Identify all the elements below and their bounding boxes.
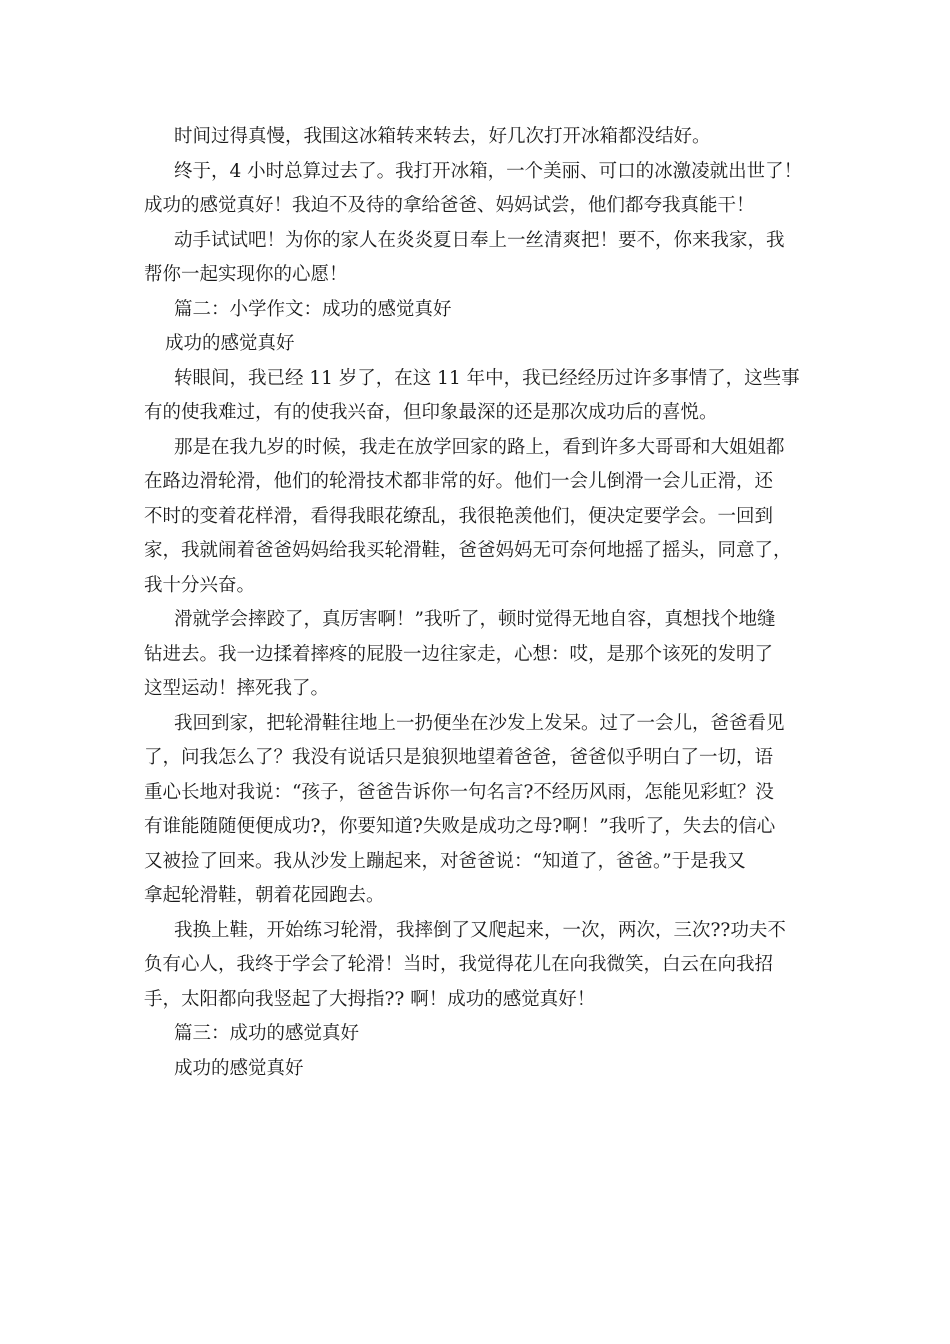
paragraph-line: 我回到家，把轮滑鞋往地上一扔便坐在沙发上发呆。过了一会儿，爸爸看见 — [174, 712, 785, 734]
article-title: 成功的感觉真好 — [165, 333, 295, 354]
paragraph-line: 家，我就闹着爸爸妈妈给我买轮滑鞋，爸爸妈妈无可奈何地摇了摇头，同意了， — [144, 540, 792, 561]
paragraph-line: 负有心人，我终于学会了轮滑！当时，我觉得花儿在向我微笑，白云在向我招 — [144, 954, 774, 975]
article-title: 成功的感觉真好 — [174, 1057, 304, 1079]
paragraph-line: 帮你一起实现你的心愿！ — [144, 264, 348, 285]
paragraph-line: 有谁能随随便便成功?，你要知道?失败是成功之母?啊！”我听了，失去的信心 — [144, 816, 776, 837]
paragraph-line: 重心长地对我说：“孩子，爸爸告诉你一句名言?不经历风雨，怎能见彩虹？没 — [144, 781, 774, 803]
paragraph-line: 动手试试吧！为你的家人在炎炎夏日奉上一丝清爽把！要不，你来我家，我 — [174, 229, 785, 251]
paragraph-line: 手，太阳都向我竖起了大拇指?? 啊！成功的感觉真好！ — [144, 988, 596, 1010]
document-body — [144, 120, 812, 1086]
paragraph-line: 在路边滑轮滑，他们的轮滑技术都非常的好。他们一会儿倒滑一会儿正滑，还 — [144, 471, 774, 492]
paragraph-line: 钻进去。我一边揉着摔疼的屁股一边往家走，心想：哎，是那个该死的发明了 — [144, 643, 774, 665]
paragraph-line: 我换上鞋，开始练习轮滑，我摔倒了又爬起来，一次，两次，三次??功夫不 — [174, 919, 786, 941]
paragraph-line: 滑就学会摔跤了，真厉害啊！”我听了，顿时觉得无地自容，真想找个地缝 — [174, 609, 776, 630]
paragraph-line: 转眼间，我已经 11 岁了，在这 11 年中，我已经经历过许多事情了，这些事 — [174, 367, 800, 389]
paragraph-line: 那是在我九岁的时候，我走在放学回家的路上，看到许多大哥哥和大姐姐都 — [174, 436, 785, 458]
paragraph-line: 有的使我难过，有的使我兴奋，但印象最深的还是那次成功后的喜悦。 — [144, 402, 718, 423]
paragraph-line: 拿起轮滑鞋，朝着花园跑去。 — [144, 885, 385, 906]
paragraph-line: 这型运动！摔死我了。 — [144, 678, 330, 699]
paragraph-line: 又被捡了回来。我从沙发上蹦起来，对爸爸说：“知道了，爸爸。”于是我又 — [144, 850, 746, 872]
paragraph-line: 时间过得真慢，我围这冰箱转来转去，好几次打开冰箱都没结好。 — [174, 126, 711, 147]
section-heading: 篇二：小学作文：成功的感觉真好 — [174, 298, 452, 320]
paragraph-line: 不时的变着花样滑，看得我眼花缭乱，我很艳羡他们，便决定要学会。一回到 — [144, 505, 774, 527]
paragraph-line: 了，问我怎么了？我没有说话只是狼狈地望着爸爸，爸爸似乎明白了一切，语 — [144, 747, 774, 768]
paragraph-line: 成功的感觉真好！我迫不及待的拿给爸爸、妈妈试尝，他们都夸我真能干！ — [144, 195, 755, 216]
paragraph-line: 终于，4 小时总算过去了。我打开冰箱，一个美丽、可口的冰激凌就出世了！ — [174, 160, 803, 182]
paragraph-line: 我十分兴奋。 — [144, 574, 256, 596]
section-heading: 篇三：成功的感觉真好 — [174, 1023, 360, 1044]
